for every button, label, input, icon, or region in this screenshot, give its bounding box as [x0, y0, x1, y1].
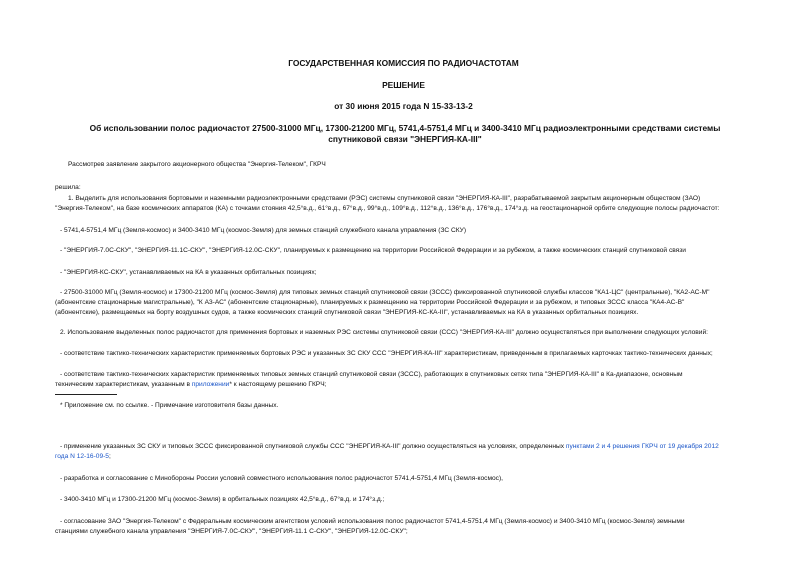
condition-2-text: техническим характеристикам, указанным в — [55, 381, 192, 388]
item-1-line-1: 1. Выделить для использования бортовыми и наземными радиоэлектронными средствами (РЭС) системы спутниковой связи "ЭНЕРГИЯ-КА-III", разрабатываемой закрытым акционерным обществом (ЗАО) — [68, 195, 701, 202]
title-line-2: спутниковой связи "ЭНЕРГИЯ-КА-III" — [328, 134, 482, 144]
condition-2-line-2 — [55, 380, 807, 390]
bullet-3: - "ЭНЕРГИЯ-КС-СКУ", устанавливаемых на КА в указанных орбитальных позициях; — [60, 269, 317, 276]
annex-link[interactable]: приложении — [191, 381, 230, 388]
item-1-line-2: "Энергия-Телеком", на базе космических аппаратов (КА) с точками стояния 42,5°в.д., 61°в.д., 67°в.д., 99°в.д., 109°в.д., 112°в.д., 136°в.д., 176°в.д., 174°з.д. на геостационарной орбите следующие полосы радиочастот: — [55, 205, 720, 212]
intro-paragraph: Рассмотрев заявление закрытого акционерного общества "Энергия-Телеком", ГКРЧ — [68, 161, 326, 168]
decision-reference-link[interactable]: пунктами 2 и 4 решения ГКРЧ от 19 декабря 2012 — [565, 443, 719, 450]
condition-6-line-2: станциями служебного канала управления "ЭНЕРГИЯ-7.0С-СКУ", "ЭНЕРГИЯ-11.1 С-СКУ", "ЭНЕРГИЯ-12.0С-СКУ"; — [55, 528, 408, 535]
bullet-4-line-1: - 27500-31000 МГц (Земля-космос) и 17300-21200 МГц (космос-Земля) для типовых земных станций спутниковой связи (ЗССС) фиксированной спутниковой службы классов "КА1-ЦС" (центральные), "КА2-АС-М" — [60, 289, 710, 296]
footnote: * Приложение см. по ссылке. - Примечание изготовителя базы данных. — [60, 402, 279, 409]
condition-2-tail: * к настоящему решению ГКРЧ; — [229, 381, 327, 388]
condition-3-tail: ; — [108, 453, 111, 460]
footnote-divider — [55, 394, 117, 395]
condition-3-line-2 — [55, 452, 807, 462]
condition-2-line-1: - соответствие тактико-технических характеристик применяемых типовых земных станций спутниковой связи (ЗССС), работающих в спутниковых сетях типа "ЭНЕРГИЯ-КА-III" в Ка-диапазоне, основным — [60, 371, 683, 378]
condition-5: - 3400-3410 МГц и 17300-21200 МГц (космос-Земля) в орбитальных позициях 42,5°в.д., 67°в.д. и 174°з.д.; — [60, 496, 385, 503]
document-date: от 30 июня 2015 года N 15-33-13-2 — [334, 101, 473, 111]
condition-3-text: - применение указанных ЗС СКУ и типовых ЗССС фиксированной спутниковой службы ССС "ЭНЕРГИЯ-КА-III" должно осуществляться на условиях, определенных — [60, 443, 566, 450]
bullet-1: - 5741,4-5751,4 МГц (Земля-космос) и 3400-3410 МГц (космос-Земля) для земных станций служебного канала управления (ЗС СКУ) — [60, 227, 467, 234]
bullet-4-line-3: (абонентские), размещаемых на борту воздушных судов, а также космических станций спутниковой связи "ЭНЕРГИЯ-КС-КА-III", устанавливаемых на КА в указанных орбитальных позициях. — [55, 309, 639, 316]
condition-6-line-1: - согласование ЗАО "Энергия-Телеком" с Федеральным космическим агентством условий использования полос радиочастот 5741,4-5751,4 МГц (Земля-космос) и 3400-3410 МГц (космос-Земля) земными — [60, 518, 685, 525]
item-2: 2. Использование выделенных полос радиочастот для применения бортовых и наземных РЭС системы спутниковой связи (ССС) "ЭНЕРГИЯ-КА-III" должно осуществляться при выполнении следующих условий: — [60, 329, 709, 336]
bullet-2: - "ЭНЕРГИЯ-7.0С-СКУ", "ЭНЕРГИЯ-11.1С-СКУ", "ЭНЕРГИЯ-12.0С-СКУ", планируемых к размещению на территории Российской Федерации и за рубежом, а также космических станций спутниковой связи — [60, 247, 686, 254]
condition-4: - разработка и согласование с Минобороны России условий совместного использования полос радиочастот 5741,4-5751,4 МГц (Земля-космос), — [60, 475, 503, 482]
condition-3-line-1 — [60, 442, 807, 452]
bullet-4-line-2: (абонентские стационарные магистральные), "К А3-АС" (абонентские стационарные), планируемых к размещению на территории Российской Федерации и за рубежом, и типовых ЗССС класса "КА4-АС-В" — [55, 299, 685, 306]
document-title — [60, 123, 750, 145]
issuer-heading: ГОСУДАРСТВЕННАЯ КОМИССИЯ ПО РАДИОЧАСТОТАМ — [288, 58, 519, 68]
title-line-1: Об использовании полос радиочастот 27500-31000 МГц, 17300-21200 МГц, 5741,4-5751,4 МГц и 3400-3410 МГц радиоэлектронными средствами системы — [89, 123, 721, 133]
document-type: РЕШЕНИЕ — [382, 80, 425, 90]
condition-1: - соответствие тактико-технических характеристик применяемых бортовых РЭС и указанных ЗС СКУ ССС "ЭНЕРГИЯ-КА-III" характеристикам, приведенным в прилагаемых карточках тактико-технических данных; — [60, 350, 713, 357]
decided-label: решила: — [55, 184, 81, 191]
decision-number-link[interactable]: года N 12-16-09-5 — [55, 453, 109, 460]
